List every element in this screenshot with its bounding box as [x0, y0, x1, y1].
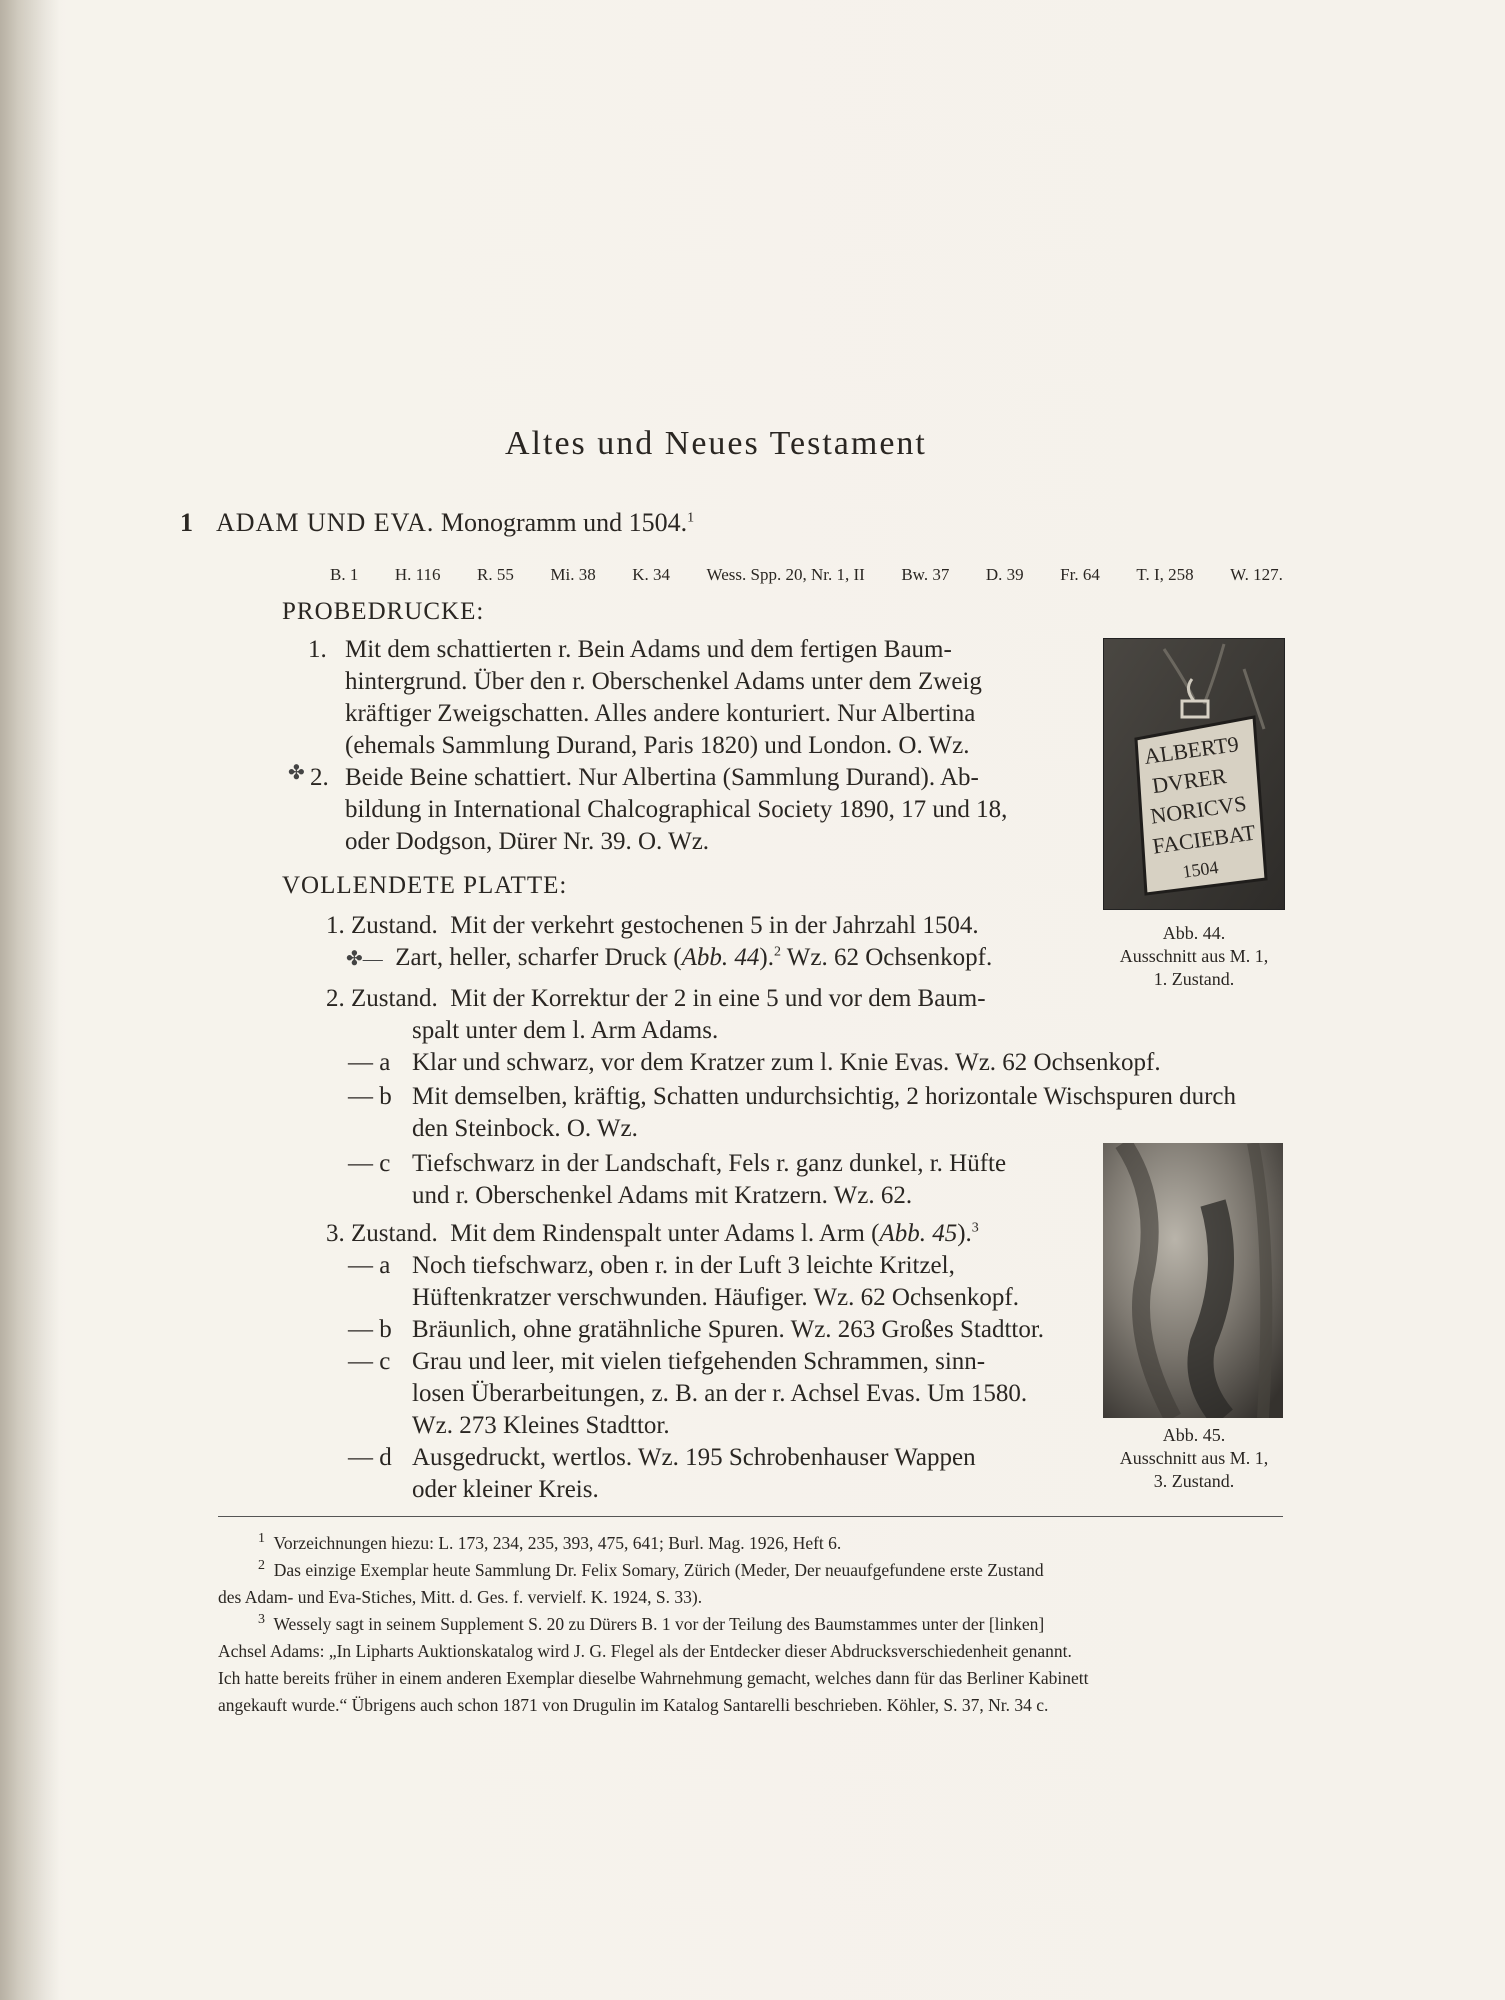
section-heading-probedrucke: PROBEDRUCKE:	[282, 598, 485, 625]
sub-mark: — a	[348, 1252, 391, 1279]
probedruck-1-text	[345, 634, 982, 762]
plate-text-line: 1504	[1181, 856, 1220, 882]
plate-text-line: NORICVS	[1148, 790, 1248, 829]
zustand-3	[326, 1218, 979, 1250]
ref-item: Fr. 64	[1060, 565, 1100, 584]
text-line: hintergrund. Über den r. Oberschenkel Adams unter dem Zweig	[345, 668, 982, 695]
ref-item: Wess. Spp. 20, Nr. 1, II	[706, 565, 865, 584]
footnote-text: Achsel Adams: „In Lipharts Auktionskatalog wird J. G. Flegel als der Entdecker dieser Abdrucksverschiedenheit genannt.	[218, 1641, 1072, 1661]
probedruck-1-num: 1.	[308, 636, 327, 663]
sub-mark: — c	[348, 1348, 391, 1375]
zustand-1-sub	[346, 942, 992, 975]
sub-text: Bräunlich, ohne gratähnliche Spuren. Wz. 263 Großes Stadttor.	[412, 1316, 1045, 1343]
caption-line: Abb. 44.	[1162, 923, 1226, 943]
sub-text: Wz. 62 Ochsenkopf.	[780, 944, 993, 971]
footnote-ref-2: 2	[773, 944, 781, 960]
zustand-label: 1. Zustand.	[326, 912, 438, 939]
text-line: kräftiger Zweigschatten. Alles andere konturiert. Nur Albertina	[345, 700, 976, 727]
footnote-number: 2	[258, 1558, 265, 1574]
plate-text-line: DVRER	[1150, 763, 1228, 799]
text-line: oder kleiner Kreis.	[412, 1476, 599, 1503]
sub-mark: — d	[348, 1444, 392, 1471]
text-line: Wz. 273 Kleines Stadttor.	[412, 1412, 670, 1439]
zustand-label: 2. Zustand.	[326, 985, 438, 1012]
figure-44-caption	[1094, 922, 1294, 991]
sub-mark: — b	[348, 1316, 392, 1343]
zustand-text: Mit dem Rindenspalt unter Adams l. Arm (	[450, 1220, 880, 1247]
sub-mark: — a	[348, 1049, 391, 1076]
zustand-label: 3. Zustand.	[326, 1220, 438, 1247]
zustand-2	[326, 983, 986, 1015]
footnote-1	[218, 1530, 1286, 1557]
sub-mark: — c	[348, 1150, 391, 1177]
probedruck-2-text	[345, 762, 1007, 858]
ref-item: H. 116	[394, 565, 441, 584]
text-line: Noch tiefschwarz, oben r. in der Luft 3 leichte Kritzel,	[412, 1252, 955, 1279]
figure-45-caption	[1094, 1424, 1294, 1493]
probedruck-2-num: 2.	[310, 764, 329, 791]
ref-item: Bw. 37	[901, 565, 950, 584]
text-line: Ausgedruckt, wertlos. Wz. 195 Schrobenhauser Wappen	[412, 1444, 976, 1471]
footnote-text: des Adam- und Eva-Stiches, Mitt. d. Ges. f. vervielf. K. 1924, S. 33).	[218, 1587, 703, 1607]
figure-ref: Abb. 44	[681, 944, 760, 971]
signboard-engraving-icon	[1104, 639, 1284, 909]
text-line: Hüftenkratzer verschwunden. Häufiger. Wz. 62 Ochsenkopf.	[412, 1284, 1019, 1311]
text-line: Mit demselben, kräftig, Schatten undurchsichtig, 2 horizontale Wischspuren durch	[412, 1083, 1237, 1110]
text-line: Tiefschwarz in der Landschaft, Fels r. ganz dunkel, r. Hüfte	[412, 1150, 1007, 1177]
figure-45-image	[1103, 1143, 1283, 1418]
footnote-2	[218, 1557, 1286, 1611]
caption-line: Ausschnitt aus M. 1,	[1119, 946, 1269, 966]
text-line: losen Überarbeitungen, z. B. an der r. Achsel Evas. Um 1580.	[412, 1380, 1028, 1407]
footnote-ref-3: 3	[971, 1220, 979, 1236]
entry-title-rest: Monogramm und 1504.	[434, 508, 688, 537]
ref-item: K. 34	[632, 565, 671, 584]
figure-ref: Abb. 45	[879, 1220, 958, 1247]
zustand-text: ).	[957, 1220, 972, 1247]
zustand-text: Mit der verkehrt gestochenen 5 in der Jahrzahl 1504.	[450, 912, 979, 939]
footnote-text: Ich hatte bereits früher in einem anderen Exemplar dieselbe Wahrnehmung gemacht, welches dann für das Berliner Kabinett	[218, 1668, 1089, 1688]
text-line: und r. Oberschenkel Adams mit Kratzern. Wz. 62.	[412, 1182, 913, 1209]
zustand-text: Mit der Korrektur der 2 in eine 5 und vor dem Baum-	[450, 985, 986, 1012]
entry-title	[216, 508, 694, 538]
footnotes	[218, 1530, 1286, 1719]
footnote-text: Wessely sagt in seinem Supplement S. 20 zu Dürers B. 1 vor der Teilung des Baumstammes unter der [linken]	[273, 1614, 1045, 1634]
sub-text	[412, 1346, 1027, 1442]
page-title: Altes und Neues Testament	[505, 425, 927, 462]
entry-title-caps: ADAM UND EVA.	[216, 508, 435, 537]
sub-text	[412, 1081, 1236, 1145]
ref-item: T. I, 258	[1136, 565, 1194, 584]
sub-text	[412, 1250, 1019, 1314]
footnote-ref-1: 1	[687, 510, 695, 526]
text-line: oder Dodgson, Dürer Nr. 39. O. Wz.	[345, 828, 710, 855]
text-line: Grau und leer, mit vielen tiefgehenden Schrammen, sinn-	[412, 1348, 986, 1375]
engraving-detail-icon	[1103, 1143, 1283, 1418]
plate-text-line: FACIEBAT	[1151, 819, 1257, 859]
ref-item: R. 55	[477, 565, 514, 584]
caption-line: Abb. 45.	[1162, 1425, 1226, 1445]
entry-number: 1	[180, 508, 193, 537]
footnote-3	[218, 1611, 1286, 1719]
caption-line: 3. Zustand.	[1153, 1471, 1235, 1491]
figure-44-image	[1103, 638, 1285, 910]
footnote-text: Das einzige Exemplar heute Sammlung Dr. Felix Somary, Zürich (Meder, Der neuaufgefundene erste Zustand	[273, 1560, 1044, 1580]
footnote-text: Vorzeichnungen hiezu: L. 173, 234, 235, 393, 475, 641; Burl. Mag. 1926, Heft 6.	[273, 1533, 842, 1553]
ref-item: Mi. 38	[550, 565, 596, 584]
sub-mark: — b	[348, 1083, 392, 1110]
caption-line: 1. Zustand.	[1153, 969, 1235, 989]
footnote-divider	[218, 1516, 1283, 1517]
sub-text: Zart, heller, scharfer Druck (	[395, 944, 682, 971]
quatrefoil-marker: ✤—	[346, 948, 383, 970]
text-line: Mit dem schattierten r. Bein Adams und dem fertigen Baum-	[345, 636, 952, 663]
ref-item: W. 127.	[1230, 565, 1283, 584]
text-line: den Steinbock. O. Wz.	[412, 1115, 638, 1142]
sub-text: Klar und schwarz, vor dem Kratzer zum l. Knie Evas. Wz. 62 Ochsenkopf.	[412, 1049, 1161, 1076]
text-line: bildung in International Chalcographical Society 1890, 17 und 18,	[345, 796, 1008, 823]
zustand-2-line2: spalt unter dem l. Arm Adams.	[412, 1017, 719, 1044]
footnote-number: 3	[258, 1612, 265, 1628]
footnote-number: 1	[258, 1531, 265, 1547]
page-gutter-shadow	[0, 0, 60, 2000]
section-heading-vollendete-platte: VOLLENDETE PLATTE:	[282, 872, 568, 899]
sub-text	[412, 1148, 1006, 1212]
footnote-text: angekauft wurde.“ Übrigens auch schon 1871 von Drugulin im Katalog Santarelli beschrieben. Köhler, S. 37, Nr. 34 c.	[218, 1695, 1049, 1715]
catalog-references	[330, 565, 1283, 585]
sub-text	[412, 1442, 976, 1506]
sub-text: ).	[759, 944, 774, 971]
text-line: (ehemals Sammlung Durand, Paris 1820) und London. O. Wz.	[345, 732, 970, 759]
quatrefoil-marker: ✤	[288, 762, 305, 784]
caption-line: Ausschnitt aus M. 1,	[1119, 1448, 1269, 1468]
zustand-1	[326, 910, 979, 942]
plate-text-line: ALBERT9	[1142, 730, 1241, 769]
text-line: Beide Beine schattiert. Nur Albertina (Sammlung Durand). Ab-	[345, 764, 979, 791]
ref-item: D. 39	[985, 565, 1024, 584]
ref-item: B. 1	[330, 565, 359, 584]
